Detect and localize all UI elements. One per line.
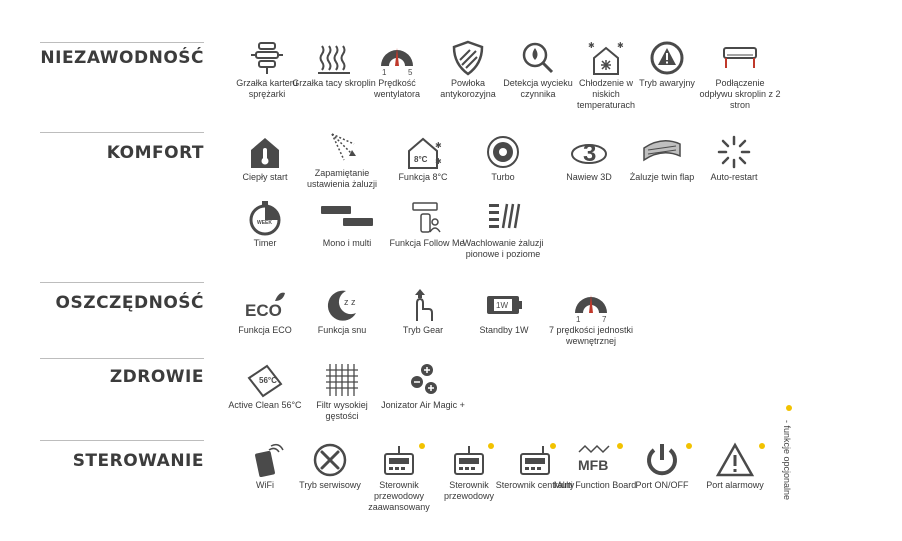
section-title-sterowanie: STEROWANIE: [72, 451, 204, 471]
feature-label: WiFi: [256, 480, 274, 490]
section-title-komfort: KOMFORT: [106, 143, 204, 163]
shield-icon: [448, 40, 488, 76]
service-mode-icon: [310, 442, 350, 478]
drain-connection-icon: [720, 40, 760, 76]
feature-power-port: [620, 442, 704, 491]
feature-label: Funkcja ECO: [238, 325, 292, 335]
badge-text: WEEK: [257, 220, 272, 226]
active-clean-icon: [245, 362, 285, 398]
feature-louver-memory: [300, 130, 384, 190]
feature-label: Grzałka karteru sprężarki: [236, 78, 298, 99]
leak-detection-icon: [518, 40, 558, 76]
feature-seven-speeds: [541, 287, 641, 347]
feature-gear-mode: [381, 287, 465, 336]
section-title-oszczednosc: OSZCZĘDNOŚĆ: [55, 293, 204, 313]
compressor-heater-icon: [247, 40, 287, 76]
feature-label: Standby 1W: [479, 325, 529, 335]
feature-label: Sterownik centralny: [495, 480, 575, 490]
advanced-wired-controller-icon: [379, 442, 419, 478]
feature-turbo: [461, 134, 545, 183]
sleep-icon: [322, 287, 362, 323]
feature-label: Active Clean 56°C: [228, 400, 302, 410]
feature-label: Port ON/OFF: [635, 480, 689, 490]
svg-text:✱: ✱: [435, 157, 442, 166]
twin-flap-icon: [642, 134, 682, 170]
follow-me-icon: [407, 200, 447, 236]
feature-sleep: [300, 287, 384, 336]
feature-dense-filter: [300, 362, 384, 422]
feature-ionizer: [381, 362, 465, 411]
seven-speeds-icon: [571, 287, 611, 323]
louver-memory-icon: [322, 130, 362, 166]
timer-icon: [245, 200, 285, 236]
fan-speed-icon: [377, 40, 417, 76]
feature-louver-swing: [461, 200, 545, 260]
feature-label: Timer: [253, 238, 277, 248]
wifi-icon: [245, 442, 285, 478]
badge-text: ECO: [245, 301, 282, 320]
feature-label: Funkcja snu: [317, 325, 367, 335]
feature-label: Wachlowanie żaluzji pionowe i poziome: [462, 238, 544, 259]
feature-label: Prędkość wentylatora: [373, 78, 421, 99]
dial-min-label: 1: [382, 68, 387, 77]
feature-label: Zapamiętanie ustawienia żaluzji: [306, 168, 378, 189]
feature-emergency-mode: [625, 40, 709, 89]
eco-icon: [245, 287, 285, 323]
section-title-niezawodnosc: NIEZAWODNOŚĆ: [40, 48, 204, 68]
divider: [40, 282, 204, 283]
feature-label: Grzałka tacy skroplin: [292, 78, 376, 88]
feature-drain-connection: [698, 40, 782, 111]
section-title-zdrowie: ZDROWIE: [109, 367, 204, 387]
tray-heater-icon: [314, 40, 354, 76]
dial-max-label: 5: [408, 68, 413, 77]
badge-text: 3: [583, 140, 597, 167]
feature-standby: [462, 287, 546, 336]
feature-label: Ciepły start: [242, 172, 288, 182]
feature-label: 7 prędkości jednostki wewnętrznej: [548, 325, 634, 346]
legend-dot: [786, 405, 792, 411]
svg-text:✱: ✱: [435, 141, 442, 150]
feature-label: Funkcja 8°C: [398, 172, 448, 182]
emergency-mode-icon: [647, 40, 687, 76]
badge-text: z z: [344, 297, 356, 307]
feature-label: Nawiew 3D: [566, 172, 612, 182]
feature-label: Filtr wysokiej gęstości: [316, 400, 368, 421]
divider: [40, 358, 204, 359]
feature-label: Multi Function Board: [553, 480, 637, 490]
feature-label: Tryb awaryjny: [639, 78, 695, 88]
badge-text: MFB: [578, 457, 609, 473]
feature-auto-restart: [692, 134, 776, 183]
feature-label: Port alarmowy: [706, 480, 764, 490]
louver-swing-icon: [483, 200, 523, 236]
badge-text: 56°C: [259, 376, 277, 385]
power-port-icon: [642, 442, 682, 478]
gear-mode-icon: [403, 287, 443, 323]
central-controller-icon: [515, 442, 555, 478]
badge-text: 1W: [496, 301, 508, 310]
ionizer-icon: [403, 362, 443, 398]
feature-alarm-port: [693, 442, 777, 491]
standby-icon: [484, 287, 524, 323]
feature-label: Tryb Gear: [402, 325, 444, 335]
feature-warm-start: [223, 134, 307, 183]
feature-mono-multi: [305, 200, 389, 249]
optional-dot: [419, 443, 425, 449]
dial-min-label: 1: [576, 315, 581, 324]
feature-eco: [223, 287, 307, 336]
feature-label: Detekcja wycieku czynnika: [503, 78, 573, 99]
mono-multi-icon: [327, 200, 367, 236]
feature-label: Chłodzenie w niskich temperaturach: [576, 78, 636, 110]
auto-restart-icon: [714, 134, 754, 170]
eight-degrees-icon: [403, 134, 443, 170]
feature-label: Auto-restart: [710, 172, 758, 182]
warm-start-icon: [245, 134, 285, 170]
optional-dot: [686, 443, 692, 449]
dial-max-label: 7: [602, 315, 607, 324]
feature-label: Podłączenie odpływu skroplin z 2 stron: [699, 78, 781, 110]
feature-label: Sterownik przewodowy: [443, 480, 495, 501]
turbo-icon: [483, 134, 523, 170]
feature-eight-degrees: [381, 134, 465, 183]
feature-airflow-3d: [547, 134, 631, 183]
alarm-port-icon: [715, 442, 755, 478]
mfb-icon: [575, 442, 615, 478]
feature-active-clean: [223, 362, 307, 411]
feature-label: Sterownik przewodowy zaawansowany: [368, 480, 430, 512]
divider: [40, 42, 204, 43]
feature-label: Żaluzje twin flap: [629, 172, 695, 182]
feature-follow-me: [385, 200, 469, 249]
feature-label: Funkcja Follow Me: [389, 238, 465, 248]
wired-controller-icon: [449, 442, 489, 478]
dense-filter-icon: [322, 362, 362, 398]
feature-timer: [223, 200, 307, 249]
svg-text:✱: ✱: [617, 41, 624, 50]
feature-label: Jonizator Air Magic +: [381, 400, 465, 410]
feature-label: Tryb serwisowy: [299, 480, 361, 490]
feature-label: Mono i multi: [322, 238, 372, 248]
divider: [40, 132, 204, 133]
legend-label: - funkcje opcjonalne: [782, 420, 792, 501]
low-temp-cooling-icon: [586, 40, 626, 76]
optional-dot: [759, 443, 765, 449]
feature-label: Turbo: [491, 172, 515, 182]
badge-text: 8°C: [414, 155, 428, 164]
svg-text:✱: ✱: [588, 41, 595, 50]
airflow-3d-icon: [569, 134, 609, 170]
divider: [40, 440, 204, 441]
feature-label: Powłoka antykorozyjna: [440, 78, 496, 99]
